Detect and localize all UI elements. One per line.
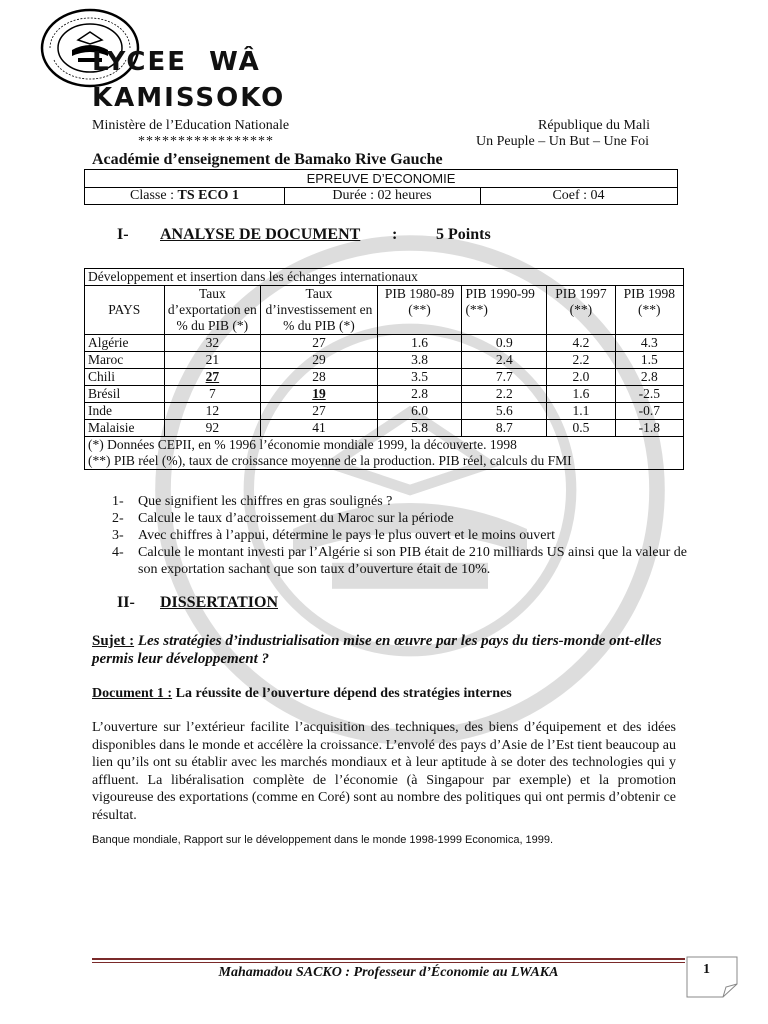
question-number: 1-	[112, 494, 124, 509]
section2-title: DISSERTATION	[160, 594, 278, 611]
table-note-1: (*) Données CEPII, en % 1996 l’économie mondiale 1999, la découverte. 1998	[88, 437, 517, 452]
header-export: Taux d’exportation en % du PIB (*)	[164, 286, 261, 335]
cell-pib-1990-99: 8.7	[462, 420, 547, 437]
stars-separator: *****************	[138, 134, 274, 149]
cell-pib-1980-89: 3.8	[377, 352, 462, 369]
class-value: TS ECO 1	[177, 188, 239, 203]
cell-pib-1990-99: 0.9	[462, 335, 547, 352]
cell-invest: 41	[261, 420, 377, 437]
question-number: 3-	[112, 528, 124, 543]
section1-points: 5 Points	[436, 226, 491, 243]
list-item	[112, 493, 692, 510]
cell-pib-1990-99: 2.2	[462, 386, 547, 403]
cell-pib-1997: 4.2	[547, 335, 615, 352]
list-item	[112, 510, 692, 527]
cell-country: Inde	[85, 403, 165, 420]
ministry-line: Ministère de l’Education Nationale	[92, 118, 290, 133]
section2-number: II-	[117, 594, 135, 611]
page-corner-icon	[686, 956, 738, 998]
cell-pib-1998: 1.5	[615, 352, 683, 369]
cell-pib-1997: 2.0	[547, 369, 615, 386]
question-text: Calcule le montant investi par l’Algérie si son PIB était de 210 milliards US ainsi que la valeur de son exportation sachant que son taux d’ouverture était de 10%.	[138, 545, 687, 577]
cell-country: Algérie	[85, 335, 165, 352]
section1-title: ANALYSE DE DOCUMENT	[160, 226, 361, 243]
footer-rule-thin	[92, 962, 685, 963]
cell-country: Chili	[85, 369, 165, 386]
cell-pib-1998: 4.3	[615, 335, 683, 352]
school-title: LYCEE WÂ KAMISSOKO	[92, 47, 286, 113]
cell-export: 21	[164, 352, 261, 369]
academy-line: Académie d’enseignement de Bamako Rive Gauche	[92, 151, 443, 168]
cell-invest: 27	[261, 403, 377, 420]
cell-pib-1980-89: 5.8	[377, 420, 462, 437]
cell-country: Brésil	[85, 386, 165, 403]
table-row	[85, 403, 684, 420]
cell-export: 32	[164, 335, 261, 352]
subject-text: Les stratégies d’industrialisation mise en œuvre par les pays du tiers-monde ont-elles permis leur développement ?	[92, 633, 662, 667]
table-row	[85, 420, 684, 437]
cell-pib-1980-89: 2.8	[377, 386, 462, 403]
cell-country: Malaisie	[85, 420, 165, 437]
cell-export: 92	[164, 420, 261, 437]
question-text: Avec chiffres à l’appui, détermine le pays le plus ouvert et le moins ouvert	[138, 528, 556, 543]
header-pib-1990-99: PIB 1990-99 (**)	[462, 286, 547, 335]
table-caption: Développement et insertion dans les échanges internationaux	[85, 269, 684, 286]
table-note-2: (**) PIB réel (%), taux de croissance moyenne de la production. PIB réel, calculs du FMI	[88, 453, 572, 468]
cell-pib-1998: -0.7	[615, 403, 683, 420]
question-text: Calcule le taux d’accroissement du Maroc sur la période	[138, 511, 454, 526]
cell-pib-1990-99: 2.4	[462, 352, 547, 369]
document-label: Document 1 :	[92, 686, 173, 701]
cell-invest-highlighted: 19	[261, 386, 377, 403]
cell-pib-1990-99: 7.7	[462, 369, 547, 386]
cell-pib-1997: 2.2	[547, 352, 615, 369]
exam-class-cell	[85, 187, 285, 204]
cell-pib-1998: -2.5	[615, 386, 683, 403]
cell-country: Maroc	[85, 352, 165, 369]
table-row	[85, 335, 684, 352]
republic-line: République du Mali	[538, 118, 650, 133]
economic-data-table	[84, 268, 684, 470]
cell-pib-1980-89: 6.0	[377, 403, 462, 420]
cell-pib-1997: 1.1	[547, 403, 615, 420]
footer-rule	[92, 958, 685, 960]
exam-coef-cell: Coef : 04	[552, 188, 605, 203]
table-row	[85, 352, 684, 369]
page-number: 1	[703, 962, 710, 977]
cell-invest: 27	[261, 335, 377, 352]
footer-author: Mahamadou SACKO : Professeur d’Économie au LWAKA	[218, 965, 559, 980]
table-row	[85, 386, 684, 403]
cell-export: 12	[164, 403, 261, 420]
document-body: L’ouverture sur l’extérieur facilite l’acquisition des techniques, des biens d’équipement et des idées disponibles dans le monde et accélère la croissance. L’envolé des pays d’Asie de l’Est tient beaucoup au lien qu’ils ont su établir avec les marchés mondiaux et à leur aptitude à se doter des technologies qui y affluent. La libéralisation complète de l’économie (à Singapour par exemple) et la promotion vigoureuse des exportations (comme en Coré) sont au nombre des politiques qui ont permis d’obtenir ce résultat.	[92, 720, 676, 823]
list-item	[112, 544, 692, 578]
cell-invest: 28	[261, 369, 377, 386]
cell-pib-1980-89: 3.5	[377, 369, 462, 386]
header-pib-1998: PIB 1998 (**)	[615, 286, 683, 335]
question-list	[112, 493, 692, 578]
subject-label: Sujet :	[92, 633, 135, 649]
national-motto: Un Peuple – Un But – Une Foi	[476, 134, 650, 149]
cell-pib-1998: -1.8	[615, 420, 683, 437]
header-pib-1997: PIB 1997 (**)	[547, 286, 615, 335]
cell-pib-1990-99: 5.6	[462, 403, 547, 420]
question-number: 4-	[112, 545, 124, 560]
cell-invest: 29	[261, 352, 377, 369]
cell-export-highlighted: 27	[164, 369, 261, 386]
class-label: Classe :	[130, 188, 178, 203]
table-notes	[85, 437, 684, 470]
exam-info-box	[84, 169, 678, 205]
section1-colon: :	[392, 226, 398, 243]
document-heading	[92, 686, 512, 702]
essay-subject	[92, 632, 682, 668]
header-invest: Taux d’investissement en % du PIB (*)	[261, 286, 377, 335]
cell-export: 7	[164, 386, 261, 403]
table-caption-row	[85, 269, 684, 286]
cell-pib-1997: 1.6	[547, 386, 615, 403]
document-title: La réussite de l’ouverture dépend des stratégies internes	[172, 686, 512, 701]
cell-pib-1980-89: 1.6	[377, 335, 462, 352]
table-row	[85, 369, 684, 386]
table-notes-row	[85, 437, 684, 470]
exam-title: EPREUVE D’ECONOMIE	[85, 170, 677, 188]
cell-pib-1997: 0.5	[547, 420, 615, 437]
table-header-row	[85, 286, 684, 335]
list-item	[112, 527, 692, 544]
header-pib-1980-89: PIB 1980-89 (**)	[377, 286, 462, 335]
section1-number: I-	[117, 226, 129, 243]
header-pays: PAYS	[85, 286, 165, 335]
exam-duration-cell: Durée : 02 heures	[284, 187, 481, 204]
document-source: Banque mondiale, Rapport sur le développement dans le monde 1998-1999 Economica, 1999.	[92, 834, 554, 846]
question-number: 2-	[112, 511, 124, 526]
question-text: Que signifient les chiffres en gras soulignés ?	[138, 494, 393, 509]
cell-pib-1998: 2.8	[615, 369, 683, 386]
